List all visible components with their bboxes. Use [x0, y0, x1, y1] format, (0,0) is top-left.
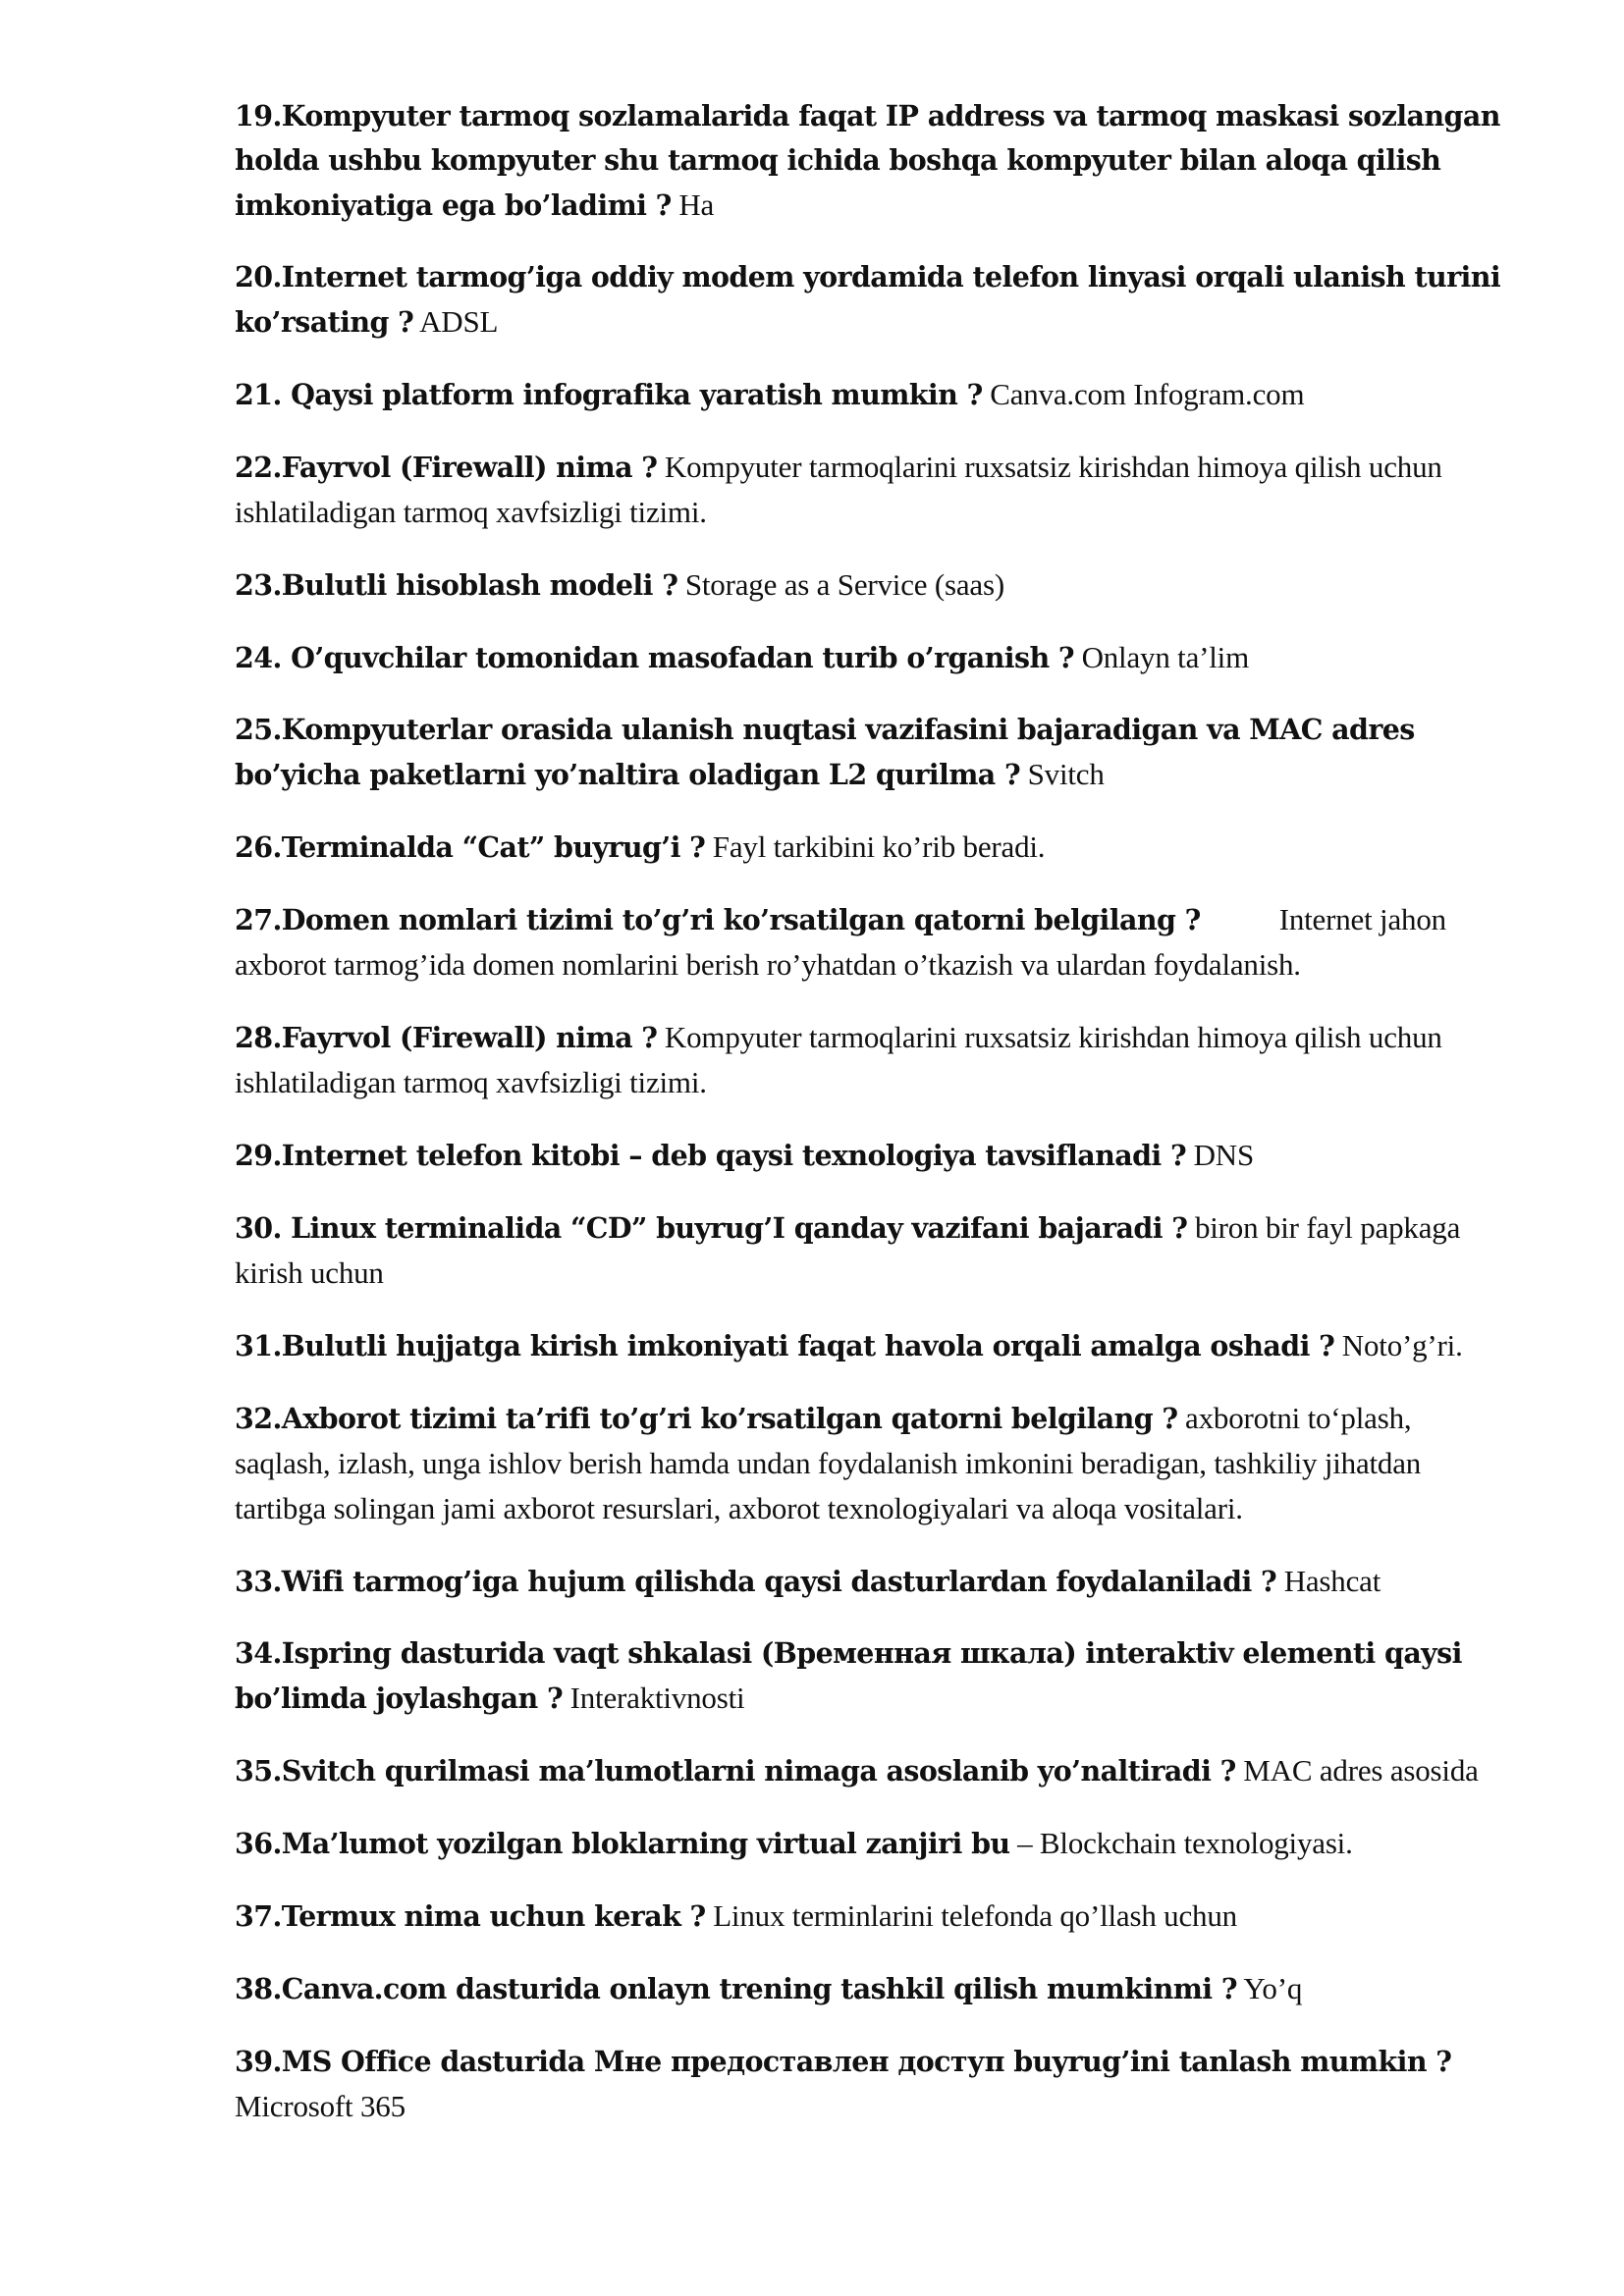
- answer: Storage as a Service (saas): [677, 567, 1004, 602]
- question: 22.Fayrvol (Firewall) nima ?: [235, 451, 658, 484]
- qa-item-21: [235, 372, 1511, 417]
- answer: Kompyuter tarmoqlarini ruxsatsiz kirishdan himoya qilish uchun ishlatiladigan tarmoq xavfsizligi tizimi.: [235, 1020, 1442, 1099]
- qa-item-31: [235, 1323, 1511, 1368]
- qa-item-22: [235, 445, 1511, 535]
- question: 23.Bulutli hisoblash modeli ?: [235, 568, 678, 602]
- answer: Microsoft 365: [235, 2089, 406, 2123]
- question: 26.Terminalda “Cat” buyrug’i ?: [235, 830, 706, 864]
- answer: – Blockchain texnologiyasi.: [1009, 1826, 1353, 1860]
- answer: Fayl tarkibini ko’rib beradi.: [705, 829, 1046, 864]
- question: 32.Axborot tizimi ta’rifi to’g’ri ko’rsatilgan qatorni belgilang ?: [235, 1402, 1178, 1435]
- question: 25.Kompyuterlar orasida ulanish nuqtasi vazifasini bajaradigan va MAC adres bo’yicha paketlarni yo’naltira oladigan L2 qurilma ?: [235, 713, 1415, 791]
- answer: DNS: [1186, 1138, 1255, 1172]
- question: 34.Ispring dasturida vaqt shkalasi (Временная шкала) interaktiv elementi qaysi bo’limda joylashgan ?: [235, 1636, 1462, 1715]
- qa-item-38: [235, 1966, 1511, 2011]
- question: 28.Fayrvol (Firewall) nima ?: [235, 1021, 658, 1054]
- answer: Kompyuter tarmoqlarini ruxsatsiz kirishdan himoya qilish uchun ishlatiladigan tarmoq xavfsizligi tizimi.: [235, 450, 1442, 529]
- answer: MAC adres asosida: [1235, 1753, 1479, 1788]
- answer: Canva.com Infogram.com: [982, 377, 1305, 411]
- answer: Linux terminlarini telefonda qo’llash uchun: [705, 1898, 1237, 1933]
- answer: Interaktivnosti: [563, 1681, 745, 1715]
- answer: ADSL: [413, 304, 499, 339]
- qa-item-25: [235, 708, 1511, 797]
- question: 29.Internet telefon kitobi – deb qaysi texnologiya tavsiflanadi ?: [235, 1139, 1187, 1172]
- qa-item-24: [235, 635, 1511, 680]
- question: 30. Linux terminalida “CD” buyrug’I qanday vazifani bajaradi ?: [235, 1211, 1188, 1245]
- question: 19.Kompyuter tarmoq sozlamalarida faqat IP address va tarmoq maskasi sozlangan holda ushbu kompyuter shu tarmoq ichida boshqa kompyuter bilan aloqa qilish imkoniyatiga ega bo’ladimi ?: [235, 99, 1500, 222]
- answer: Noto’g’ri.: [1334, 1328, 1463, 1362]
- qa-item-36: [235, 1821, 1511, 1866]
- question: 27.Domen nomlari tizimi to’g’ri ko’rsatilgan qatorni belgilang ?: [235, 903, 1201, 936]
- answer: Svitch: [1020, 757, 1105, 791]
- qa-item-29: [235, 1133, 1511, 1178]
- qa-item-26: [235, 825, 1511, 870]
- qa-item-23: [235, 562, 1511, 608]
- document-page: [235, 94, 1511, 2157]
- qa-item-19: [235, 94, 1511, 228]
- qa-item-28: [235, 1015, 1511, 1105]
- qa-item-35: [235, 1748, 1511, 1793]
- qa-item-34: [235, 1631, 1511, 1721]
- qa-item-30: [235, 1205, 1511, 1296]
- answer: Hashcat: [1276, 1564, 1381, 1598]
- qa-item-37: [235, 1894, 1511, 1939]
- answer: Yo’q: [1236, 1971, 1303, 2005]
- question: 21. Qaysi platform infografika yaratish mumkin ?: [235, 378, 983, 411]
- qa-item-20: [235, 255, 1511, 345]
- qa-item-32: [235, 1396, 1511, 1531]
- question: 24. O’quvchilar tomonidan masofadan turib o’rganish ?: [235, 641, 1075, 674]
- qa-item-33: [235, 1559, 1511, 1604]
- question: 35.Svitch qurilmasi ma’lumotlarni nimaga asoslanib yo’naltiradi ?: [235, 1754, 1236, 1788]
- question: 33.Wifi tarmog’iga hujum qilishda qaysi dasturlardan foydalaniladi ?: [235, 1565, 1277, 1598]
- question: 31.Bulutli hujjatga kirish imkoniyati faqat havola orqali amalga oshadi ?: [235, 1329, 1335, 1362]
- qa-item-27: [235, 897, 1511, 988]
- question: 20.Internet tarmog’iga oddiy modem yordamida telefon linyasi orqali ulanish turini ko’rsating ?: [235, 260, 1501, 339]
- answer: axborotni to‘plash, saqlash, izlash, unga ishlov berish hamda undan foydalanish imkonini beradigan, tashkiliy jihatdan tartibga solingan jami axborot resurslari, axborot texnologiyalari va aloqa vositalari.: [235, 1401, 1422, 1525]
- answer: biron bir fayl papkaga kirish uchun: [235, 1210, 1461, 1290]
- question: 36.Ma’lumot yozilgan bloklarning virtual zanjiri bu: [235, 1827, 1010, 1860]
- question: 38.Canva.com dasturida onlayn trening tashkil qilish mumkinmi ?: [235, 1972, 1237, 2005]
- qa-item-39: [235, 2039, 1511, 2129]
- question: 39.MS Office dasturida Мне предоставлен доступ buyrug’ini tanlash mumkin ?: [235, 2045, 1452, 2078]
- answer: Ha: [671, 187, 715, 222]
- answer: Onlayn ta’lim: [1074, 640, 1250, 674]
- question: 37.Termux nima uchun kerak ?: [235, 1899, 706, 1933]
- answer: Internet jahon axborot tarmog’ida domen nomlarini berish ro’yhatdan o’tkazish va ulardan foydalanish.: [235, 902, 1446, 982]
